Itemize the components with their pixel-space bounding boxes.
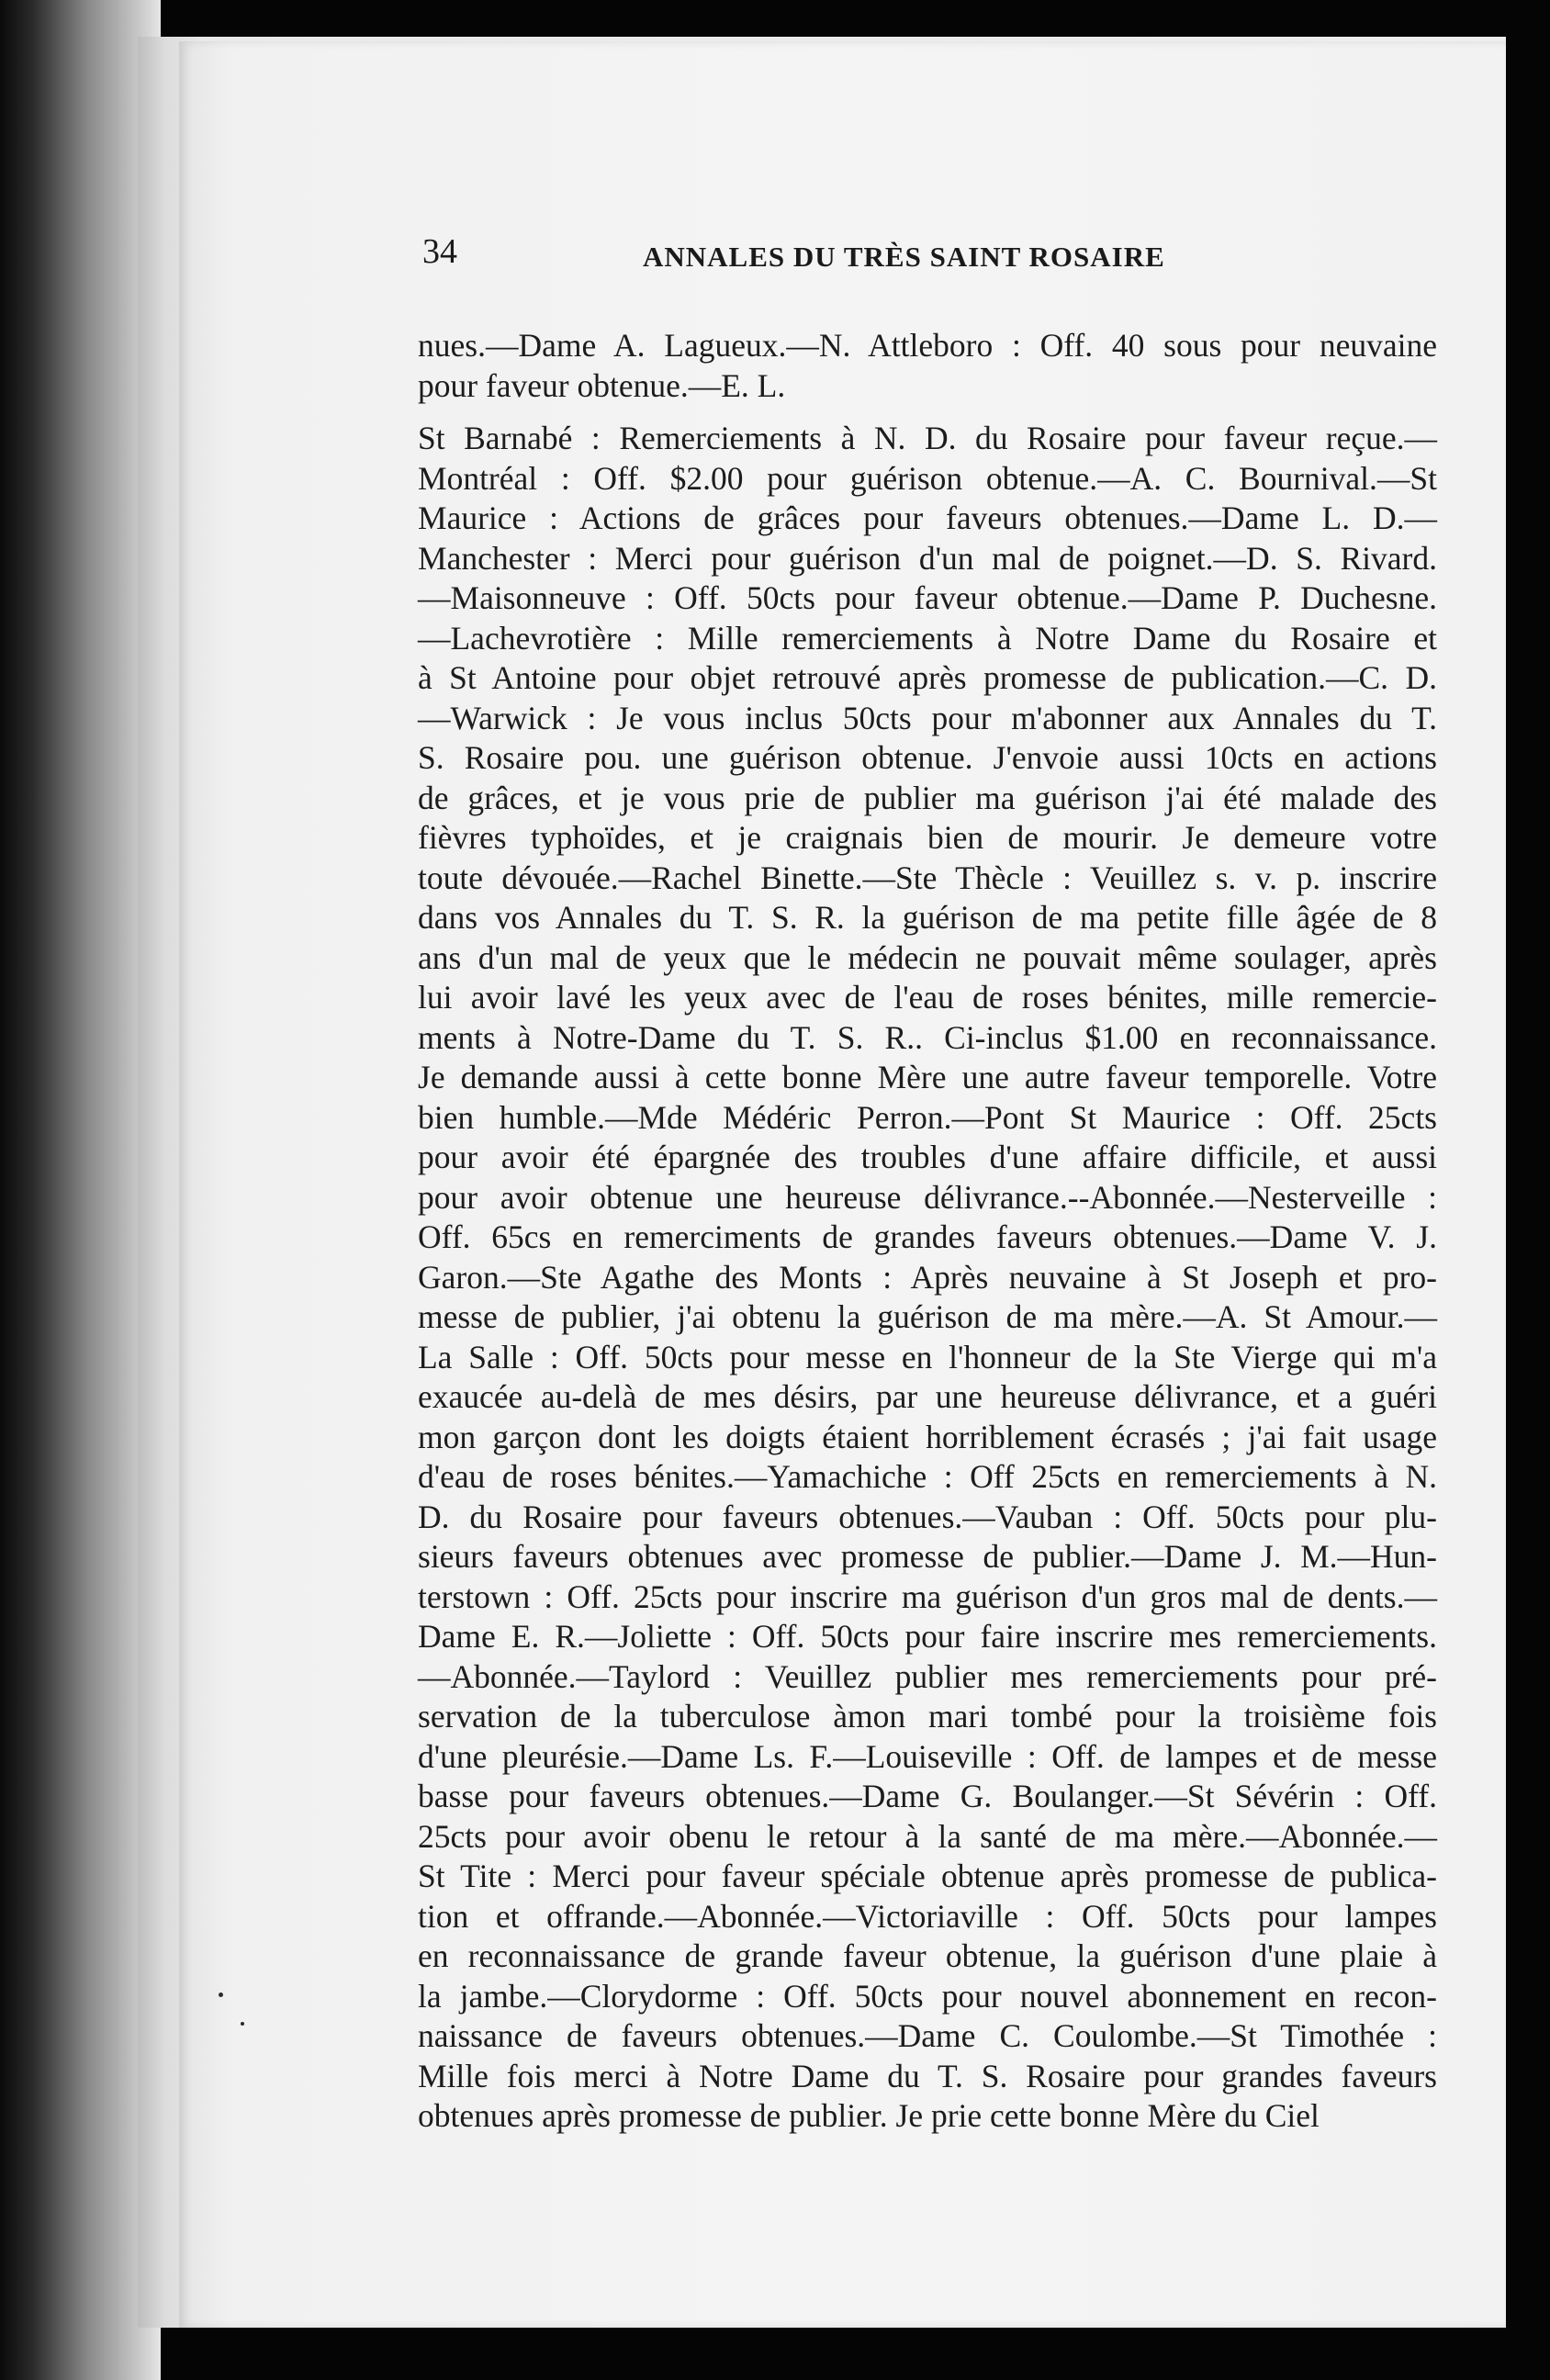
text-line: —Warwick : Je vous inclus 50cts pour m'abonner aux Annales du T.	[418, 699, 1437, 736]
text-line: ments à Notre-Dame du T. S. R.. Ci-inclus $1.00 en reconnaissance.	[418, 1018, 1437, 1056]
text-line: S. Rosaire pou. une guérison obtenue. J'envoie aussi 10cts en actions	[418, 739, 1437, 776]
text-line: tion et offrande.—Abonnée.—Victoriaville : Off. 50cts pour lampes	[418, 1897, 1437, 1935]
text-line: St Barnabé : Remerciements à N. D. du Rosaire pour faveur reçue.—	[418, 420, 1437, 456]
dust-speck	[241, 2022, 244, 2026]
binding-shadow	[0, 0, 161, 2380]
text-line: Dame E. R.—Joliette : Off. 50cts pour faire inscrire mes remerciements.	[418, 1618, 1437, 1655]
dust-speck	[219, 1993, 223, 1997]
text-line: messe de publier, j'ai obtenu la guérison de ma mère.—A. St Amour.—	[418, 1298, 1437, 1335]
text-line: à St Antoine pour objet retrouvé après promesse de publication.—C. D.	[418, 659, 1437, 696]
text-line: Montréal : Off. $2.00 pour guérison obtenue.—A. C. Bournival.—St	[418, 459, 1437, 497]
text-line: la jambe.—Clorydorme : Off. 50cts pour nouvel abonnement en recon-	[418, 1977, 1437, 2015]
text-line: Je demande aussi à cette bonne Mère une autre faveur temporelle. Votre	[418, 1059, 1437, 1095]
text-line: pour avoir été épargnée des troubles d'une affaire difficile, et aussi	[418, 1139, 1437, 1175]
page-number: 34	[422, 232, 457, 271]
text-line: terstown : Off. 25cts pour inscrire ma guérison d'un gros mal de dents.—	[418, 1577, 1437, 1615]
text-line: mon garçon dont les doigts étaient horriblement écrasés ; j'ai fait usage	[418, 1418, 1437, 1455]
text-line: obtenues après promesse de publier. Je prie cette bonne Mère du Ciel	[418, 2097, 1320, 2134]
text-line: d'une pleurésie.—Dame Ls. F.—Louiseville : Off. de lampes et de messe	[418, 1737, 1437, 1775]
text-line: Maurice : Actions de grâces pour faveurs obtenues.—Dame L. D.—	[418, 500, 1437, 536]
text-line: bien humble.—Mde Médéric Perron.—Pont St Maurice : Off. 25cts	[418, 1098, 1437, 1136]
text-line: 25cts pour avoir obenu le retour à la santé de ma mère.—Abonnée.—	[418, 1817, 1437, 1855]
text-line: toute dévouée.—Rachel Binette.—Ste Thècle : Veuillez s. v. p. inscrire	[418, 859, 1437, 896]
text-line: Garon.—Ste Agathe des Monts : Après neuvaine à St Joseph et pro-	[418, 1258, 1437, 1296]
text-line: La Salle : Off. 50cts pour messe en l'honneur de la Ste Vierge qui m'a	[418, 1338, 1437, 1375]
text-line: de grâces, et je vous prie de publier ma guérison j'ai été malade des	[418, 779, 1437, 816]
text-line: pour faveur obtenue.—E. L.	[418, 366, 786, 404]
text-line: —Abonnée.—Taylord : Veuillez publier mes remerciements pour pré-	[418, 1657, 1437, 1695]
text-line: fièvres typhoïdes, et je craignais bien de mourir. Je demeure votre	[418, 819, 1437, 856]
body-text	[418, 326, 1437, 2137]
text-line: exaucée au-delà de mes désirs, par une heureuse délivrance, et a guéri	[418, 1378, 1437, 1415]
paragraph-2	[418, 419, 1437, 2137]
text-line: Mille fois merci à Notre Dame du T. S. Rosaire pour grandes faveurs	[418, 2057, 1437, 2094]
text-line: St Tite : Merci pour faveur spéciale obtenue après promesse de publica-	[418, 1858, 1437, 1894]
text-line: basse pour faveurs obtenues.—Dame G. Boulanger.—St Sévérin : Off.	[418, 1778, 1437, 1814]
text-line: pour avoir obtenue une heureuse délivrance.--Abonnée.—Nesterveille :	[418, 1178, 1437, 1216]
text-line: sieurs faveurs obtenues avec promesse de publier.—Dame J. M.—Hun-	[418, 1538, 1437, 1575]
paragraph-gap	[418, 406, 1437, 419]
text-line: naissance de faveurs obtenues.—Dame C. Coulombe.—St Timothée :	[418, 2017, 1437, 2054]
text-line: d'eau de roses bénites.—Yamachiche : Off 25cts en remerciements à N.	[418, 1458, 1437, 1495]
text-line: nues.—Dame A. Lagueux.—N. Attleboro : Off. 40 sous pour neuvaine	[418, 327, 1437, 364]
text-line: ans d'un mal de yeux que le médecin ne pouvait même soulager, après	[418, 938, 1437, 976]
text-line: lui avoir lavé les yeux avec de l'eau de roses bénites, mille remercie-	[418, 979, 1437, 1016]
text-line: Off. 65cs en remerciments de grandes faveurs obtenues.—Dame V. J.	[418, 1218, 1437, 1255]
paragraph-1	[418, 326, 1437, 406]
text-line: dans vos Annales du T. S. R. la guérison de ma petite fille âgée de 8	[418, 899, 1437, 936]
text-line: en reconnaissance de grande faveur obtenue, la guérison d'une plaie à	[418, 1937, 1437, 1974]
text-line: —Lachevrotière : Mille remerciements à Notre Dame du Rosaire et	[418, 619, 1437, 657]
text-line: D. du Rosaire pour faveurs obtenues.—Vauban : Off. 50cts pour plu-	[418, 1498, 1437, 1535]
dust-speck	[29, 791, 34, 800]
running-head: ANNALES DU TRÈS SAINT ROSAIRE	[643, 241, 1165, 273]
text-line: servation de la tuberculose àmon mari tombé pour la troisième fois	[418, 1698, 1437, 1734]
text-line: Manchester : Merci pour guérison d'un mal de poignet.—D. S. Rivard.	[418, 539, 1437, 577]
text-line: —Maisonneuve : Off. 50cts pour faveur obtenue.—Dame P. Duchesne.	[418, 579, 1437, 616]
